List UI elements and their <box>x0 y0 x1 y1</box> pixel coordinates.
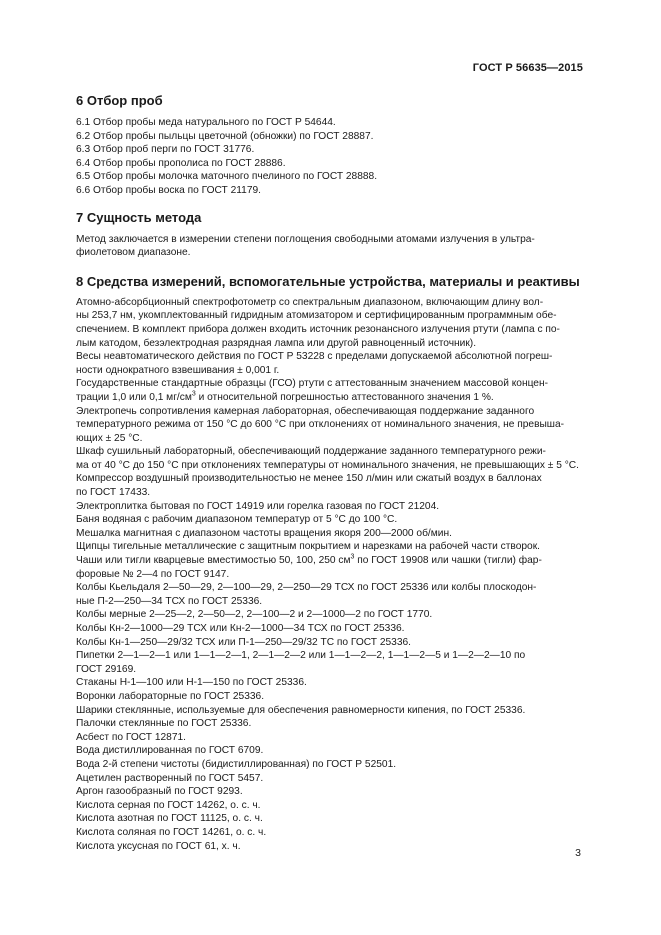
list-item: 6.6 Отбор пробы воска по ГОСТ 21179. <box>76 184 262 196</box>
text-part: трации 1,0 или 0,1 мг/см <box>76 391 192 403</box>
text-line: Воронки лабораторные по ГОСТ 25336. <box>76 690 265 702</box>
text-line: ма от 40 °С до 150 °С при отклонениях температуры от номинального значения, не превышающих ± 5 °С. <box>76 459 579 471</box>
text-line: Ацетилен растворенный по ГОСТ 5457. <box>76 772 264 784</box>
page-number: 3 <box>575 847 581 859</box>
list-item: 6.2 Отбор пробы пыльцы цветочной (обножки) по ГОСТ 28887. <box>76 130 374 142</box>
list-item: 6.1 Отбор пробы меда натурального по ГОСТ Р 54644. <box>76 117 336 128</box>
text-line: Колбы Кн-2—1000—29 ТСХ или Кн-2—1000—34 ТСХ по ГОСТ 25336. <box>76 623 405 634</box>
text-line: ности однократного взвешивания ± 0,001 г. <box>76 364 280 376</box>
text-part: Чаши или тигли кварцевые вместимостью 50, 100, 250 см <box>76 555 351 567</box>
section-6-list <box>76 116 581 198</box>
superscript: 3 <box>191 390 196 398</box>
list-item: 6.5 Отбор пробы молочка маточного пчелиного по ГОСТ 28888. <box>76 171 378 183</box>
text-line: ющих ± 25 °С. <box>76 432 143 444</box>
superscript: 3 <box>350 553 355 561</box>
text-line: Аргон газообразный по ГОСТ 9293. <box>76 786 243 798</box>
text-line: Вода дистиллированная по ГОСТ 6709. <box>76 745 264 757</box>
text-line: спечением. В комплект прибора должен входить источник резонансного излучения ртути (лампа с по- <box>76 323 560 335</box>
text-line: ГОСТ 29169. <box>76 663 137 675</box>
text-line: ны 253,7 нм, укомплектованный гидридным атомизатором и сертифицированным программным обе- <box>76 310 557 322</box>
section-7-title: 7 Сущность метода <box>76 209 202 225</box>
text-line: температурного режима от 150 °С до 600 °С при отклонениях от номинального значения, не превыша- <box>76 419 565 431</box>
text-line: Стаканы Н-1—100 или Н-1—150 по ГОСТ 25336. <box>76 677 307 689</box>
section-6-title: 6 Отбор проб <box>76 93 163 108</box>
text-line: Вода 2-й степени чистоты (бидистиллированная) по ГОСТ Р 52501. <box>76 758 397 770</box>
text-line: Колбы Кн-1—250—29/32 ТСХ или П-1—250—29/32 ТС по ГОСТ 25336. <box>76 636 412 648</box>
text-line: Колбы мерные 2—25—2, 2—50—2, 2—100—2 и 2—1000—2 по ГОСТ 1770. <box>76 609 433 621</box>
text-line: ные П-2—250—34 ТСХ по ГОСТ 25336. <box>76 595 263 607</box>
text-line <box>76 554 581 568</box>
text-line: Электроплитка бытовая по ГОСТ 14919 или горелка газовая по ГОСТ 21204. <box>76 500 440 512</box>
list-item: 6.4 Отбор пробы прополиса по ГОСТ 28886. <box>76 157 286 169</box>
text-line: Асбест по ГОСТ 12871. <box>76 731 186 743</box>
document-number-header: ГОСТ Р 56635—2015 <box>472 62 583 74</box>
text-line: Шарики стеклянные, используемые для обеспечения равномерности кипения, по ГОСТ 25336. <box>76 704 526 716</box>
text-line: Баня водяная с рабочим диапазоном температур от 5 °С до 100 °С. <box>76 514 398 526</box>
page-content <box>76 90 581 853</box>
text-line: Кислота уксусная по ГОСТ 61, х. ч. <box>76 840 241 852</box>
text-line <box>76 391 581 405</box>
text-part: и относительной погрешностью аттестованного значения 1 %. <box>195 391 494 403</box>
text-line: Метод заключается в измерении степени поглощения свободными атомами излучения в ультра- <box>76 233 535 245</box>
section-8-text <box>76 296 581 853</box>
text-line: Мешалка магнитная с диапазоном частоты вращения якоря 200—2000 об/мин. <box>76 527 452 539</box>
text-line: Щипцы тигельные металлические с защитным покрытием и нарезками на рабочей части створок. <box>76 541 541 553</box>
text-line: Кислота соляная по ГОСТ 14261, о. с. ч. <box>76 826 267 838</box>
text-line: Палочки стеклянные по ГОСТ 25336. <box>76 718 252 730</box>
section-7-text <box>76 233 581 260</box>
text-line: фиолетовом диапазоне. <box>76 247 191 259</box>
list-item: 6.3 Отбор проб перги по ГОСТ 31776. <box>76 144 255 156</box>
text-line: Государственные стандартные образцы (ГСО) ртути с аттестованным значением массовой концен- <box>76 378 548 390</box>
text-line: Атомно-абсорбционный спектрофотометр со спектральным диапазоном, включающим длину вол- <box>76 296 544 308</box>
text-line: Электропечь сопротивления камерная лабораторная, обеспечивающая поддержание заданного <box>76 405 535 417</box>
section-8-title: 8 Средства измерений, вспомогательные устройства, материалы и реактивы <box>76 273 580 289</box>
text-line: Шкаф сушильный лабораторный, обеспечивающий поддержание заданного температурного режи- <box>76 446 546 458</box>
text-line: форовые № 2—4 по ГОСТ 9147. <box>76 568 230 580</box>
text-line: Весы неавтоматического действия по ГОСТ Р 53228 с пределами допускаемой абсолютной погреш- <box>76 351 553 363</box>
text-line: по ГОСТ 17433. <box>76 487 151 499</box>
text-line: Пипетки 2—1—2—1 или 1—1—2—1, 2—1—2—2 или 1—1—2—2, 1—1—2—5 и 1—2—2—10 по <box>76 650 526 662</box>
text-line: Кислота серная по ГОСТ 14262, о. с. ч. <box>76 799 261 811</box>
text-part: по ГОСТ 19908 или чашки (тигли) фар- <box>354 555 542 567</box>
text-line: Кислота азотная по ГОСТ 11125, о. с. ч. <box>76 813 263 825</box>
text-line: Компрессор воздушный производительностью не менее 150 л/мин или сжатый воздух в баллонах <box>76 473 542 485</box>
text-line: Колбы Кьельдаля 2—50—29, 2—100—29, 2—250—29 ТСХ по ГОСТ 25336 или колбы плоскодон- <box>76 582 537 594</box>
text-line: лым катодом, безэлектродная разрядная лампа или другой равноценный источник). <box>76 337 477 349</box>
